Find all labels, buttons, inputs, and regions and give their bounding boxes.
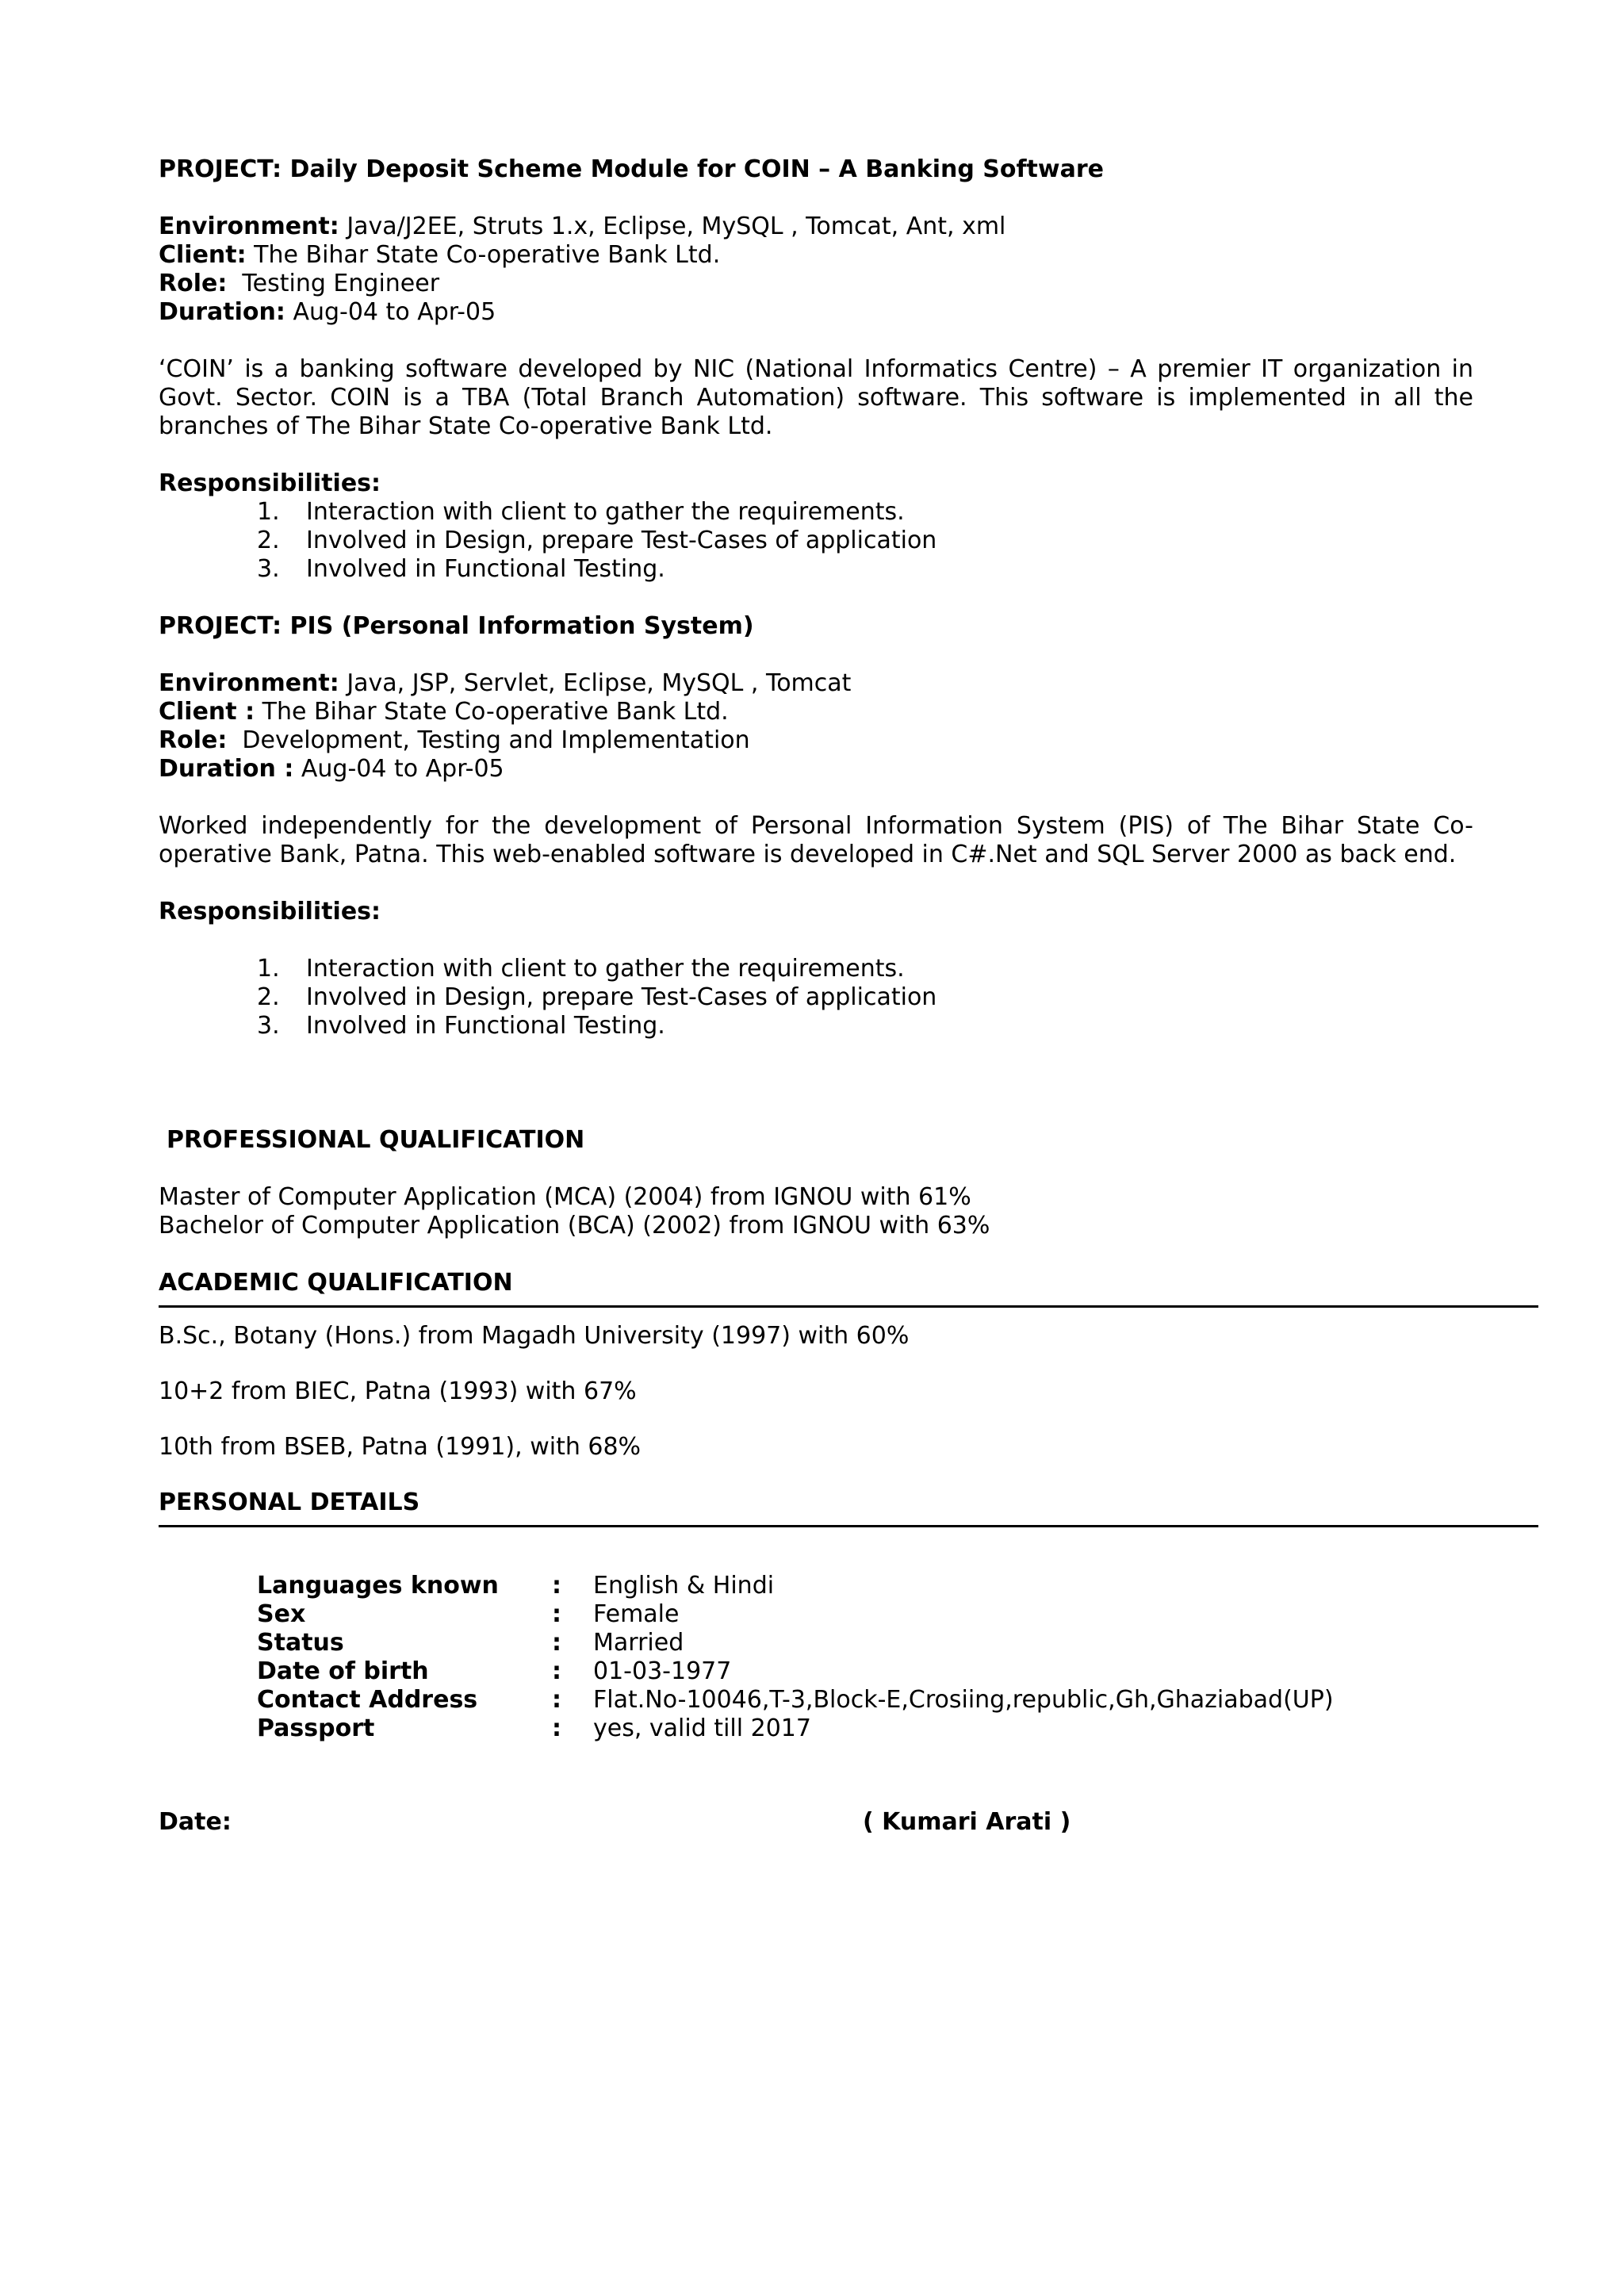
detail-label: Languages known (257, 1572, 499, 1600)
detail-value: 01-03-1977 (593, 1657, 732, 1685)
project-description: ‘COIN’ is a banking software developed by NIC (National Informatics Centre) – A premier IT organization in Govt. Sector. COIN is a TBA (Total Branch Automation) software. This software is implemented in all the branches of The Bihar State Co-operative Bank Ltd. (159, 355, 1473, 440)
academic-line: 10th from BSEB, Patna (1991), with 68% (159, 1433, 642, 1461)
client-line (159, 698, 1538, 726)
project-details (159, 213, 1538, 327)
detail-row (257, 1686, 1538, 1715)
project-details (159, 669, 1538, 784)
detail-value: Female (593, 1600, 680, 1628)
responsibilities-list (159, 498, 1538, 584)
role-value: Development, Testing and Implementation (242, 726, 750, 754)
list-number: 1. (257, 955, 280, 983)
detail-label: Passport (257, 1715, 375, 1742)
project-title (159, 155, 1538, 184)
list-text: Involved in Functional Testing. (306, 1012, 665, 1040)
duration-line (159, 755, 1538, 784)
duration-value: Aug-04 to Apr-05 (293, 298, 496, 326)
responsibilities-heading: Responsibilities: (159, 469, 381, 497)
detail-label: Status (257, 1629, 344, 1657)
detail-colon: : (552, 1572, 561, 1600)
environment-line (159, 213, 1538, 241)
client-value: The Bihar State Co-operative Bank Ltd. (254, 241, 721, 269)
detail-label: Contact Address (257, 1686, 478, 1714)
list-item (159, 498, 1538, 527)
client-label: Client : (159, 698, 255, 726)
detail-value: yes, valid till 2017 (593, 1715, 811, 1742)
academic-qualification-heading: ACADEMIC QUALIFICATION (159, 1269, 513, 1297)
role-line (159, 270, 1538, 298)
project-title-label: PROJECT: (159, 612, 282, 640)
signature-row (159, 1808, 1538, 1837)
detail-label: Sex (257, 1600, 306, 1628)
environment-line (159, 669, 1538, 698)
list-item (159, 955, 1538, 983)
project-title-label: PROJECT: (159, 155, 282, 183)
section-divider (159, 1525, 1538, 1527)
list-text: Involved in Design, prepare Test-Cases of application (306, 983, 937, 1011)
qualification-line: Master of Computer Application (MCA) (2004) from IGNOU with 61% (159, 1183, 971, 1211)
professional-qualification-heading: PROFESSIONAL QUALIFICATION (167, 1126, 585, 1154)
duration-value: Aug-04 to Apr-05 (301, 755, 504, 783)
academic-line: B.Sc., Botany (Hons.) from Magadh University (1997) with 60% (159, 1322, 910, 1350)
list-text: Interaction with client to gather the requirements. (306, 498, 905, 526)
client-line (159, 241, 1538, 270)
project-description: Worked independently for the development of Personal Information System (PIS) of The Bihar State Co-operative Bank, Patna. This web-enabled software is developed in C#.Net and SQL Server 2000 as back end. (159, 812, 1473, 868)
duration-line (159, 298, 1538, 327)
personal-details-table (257, 1572, 1538, 1743)
environment-label: Environment: (159, 213, 339, 240)
responsibilities-list (159, 955, 1538, 1040)
list-item (159, 983, 1538, 1012)
list-item (159, 1012, 1538, 1040)
detail-label: Date of birth (257, 1657, 429, 1685)
duration-label: Duration: (159, 298, 285, 326)
role-label: Role: (159, 270, 228, 297)
role-label: Role: (159, 726, 228, 754)
detail-colon: : (552, 1600, 561, 1628)
client-value: The Bihar State Co-operative Bank Ltd. (262, 698, 729, 726)
project-title-text: Daily Deposit Scheme Module for COIN – A Banking Software (289, 155, 1104, 183)
list-item (159, 527, 1538, 555)
list-number: 2. (257, 527, 280, 554)
list-text: Involved in Design, prepare Test-Cases of application (306, 527, 937, 554)
detail-row (257, 1572, 1538, 1600)
project-title-text: PIS (Personal Information System) (289, 612, 754, 640)
detail-value: Married (593, 1629, 684, 1657)
environment-label: Environment: (159, 669, 339, 697)
environment-value: Java/J2EE, Struts 1.x, Eclipse, MySQL , Tomcat, Ant, xml (347, 213, 1006, 240)
detail-row (257, 1629, 1538, 1657)
detail-row (257, 1657, 1538, 1686)
duration-label: Duration : (159, 755, 294, 783)
list-item (159, 555, 1538, 584)
list-number: 3. (257, 555, 280, 583)
academic-line: 10+2 from BIEC, Patna (1993) with 67% (159, 1377, 637, 1405)
detail-colon: : (552, 1657, 561, 1685)
detail-colon: : (552, 1686, 561, 1714)
date-label: Date: (159, 1808, 232, 1836)
list-number: 3. (257, 1012, 280, 1040)
environment-value: Java, JSP, Servlet, Eclipse, MySQL , Tomcat (347, 669, 852, 697)
role-line (159, 726, 1538, 755)
list-number: 1. (257, 498, 280, 526)
client-label: Client: (159, 241, 247, 269)
list-text: Interaction with client to gather the requirements. (306, 955, 905, 983)
personal-details-heading: PERSONAL DETAILS (159, 1488, 420, 1516)
list-text: Involved in Functional Testing. (306, 555, 665, 583)
responsibilities-heading: Responsibilities: (159, 898, 381, 925)
signature-name: ( Kumari Arati ) (863, 1808, 1071, 1836)
project-title (159, 612, 1538, 641)
role-value: Testing Engineer (242, 270, 440, 297)
list-number: 2. (257, 983, 280, 1011)
detail-row (257, 1600, 1538, 1629)
resume-page (159, 155, 1538, 1837)
section-divider (159, 1305, 1538, 1308)
detail-row (257, 1715, 1538, 1743)
detail-value: Flat.No-10046,T-3,Block-E,Crosiing,republic,Gh,Ghaziabad(UP) (593, 1686, 1334, 1714)
professional-qualification-list (159, 1183, 1538, 1240)
detail-value: English & Hindi (593, 1572, 775, 1600)
qualification-line: Bachelor of Computer Application (BCA) (2002) from IGNOU with 63% (159, 1212, 990, 1239)
detail-colon: : (552, 1629, 561, 1657)
detail-colon: : (552, 1715, 561, 1742)
